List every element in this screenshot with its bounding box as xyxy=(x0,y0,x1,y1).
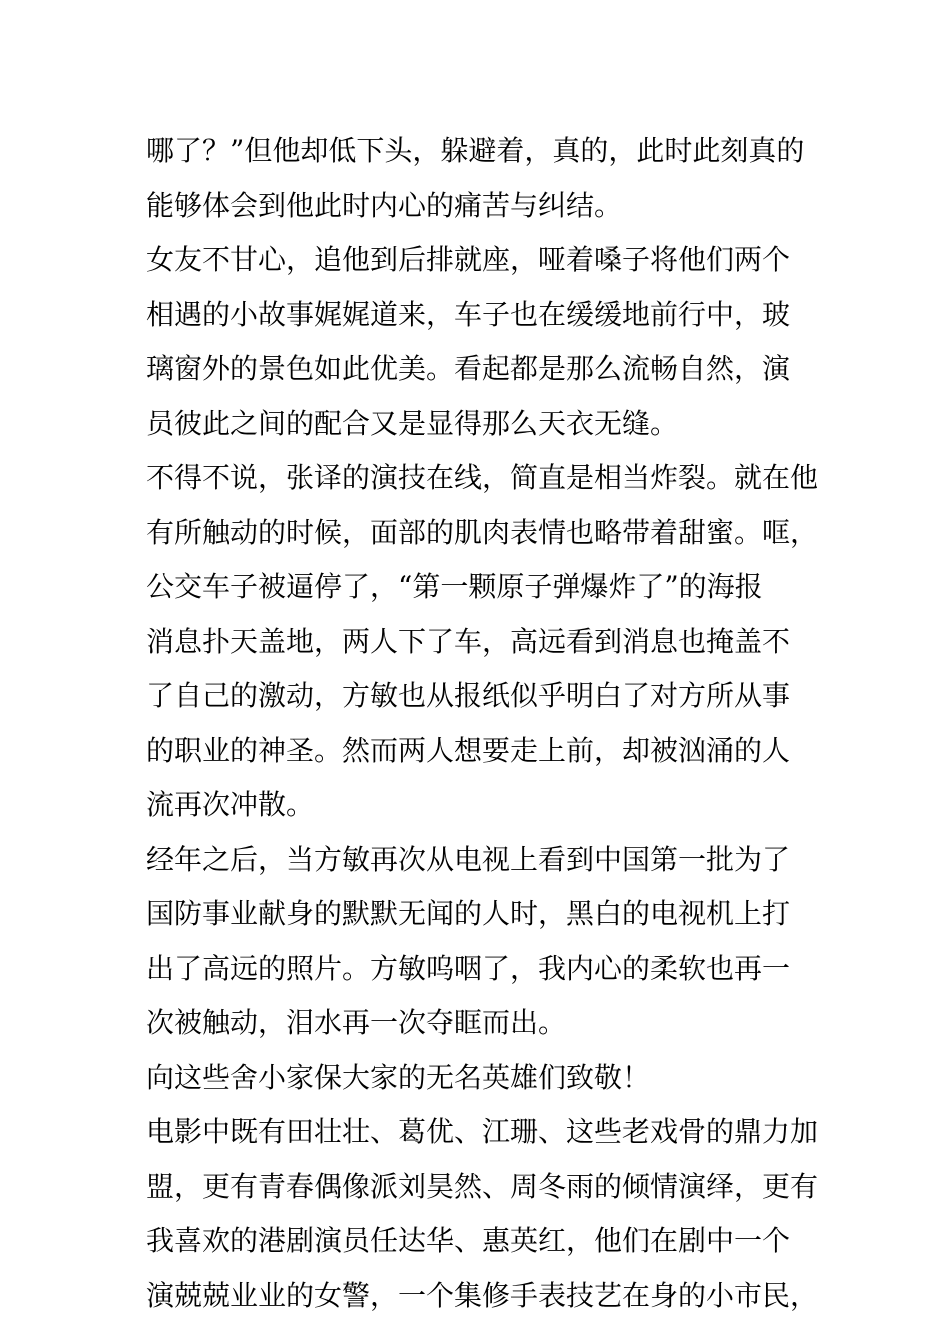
text-line: 员彼此之间的配合又是显得那么天衣无缝。 xyxy=(146,406,679,440)
text-line: 出了高远的照片。方敏呜咽了，我内心的柔软也再一 xyxy=(146,951,791,985)
text-line: 哪了？”但他却低下头，躲避着，真的，此时此刻真的 xyxy=(146,134,805,167)
text-line: 了自己的激动，方敏也从报纸似乎明白了对方所从事 xyxy=(146,679,791,712)
text-line: 流再次冲散。 xyxy=(146,788,315,821)
text-line: 盟，更有青春偶像派刘昊然、周冬雨的倾情演绎，更有 xyxy=(146,1169,819,1203)
text-line: 次被触动，泪水再一次夺眶而出。 xyxy=(146,1006,567,1039)
text-line: 向这些舍小家保大家的无名英雄们致敬！ xyxy=(146,1060,651,1094)
text-line: 演兢兢业业的女警，一个集修手表技艺在身的小市民， xyxy=(146,1278,819,1312)
text-line: 璃窗外的景色如此优美。看起都是那么流畅自然，演 xyxy=(146,352,791,385)
text-line: 国防事业献身的默默无闻的人时，黑白的电视机上打 xyxy=(146,897,791,930)
text-line: 的职业的神圣。然而两人想要走上前，却被汹涌的人 xyxy=(146,733,791,767)
text-line: 消息扑天盖地，两人下了车，高远看到消息也掩盖不 xyxy=(146,624,791,658)
text-line: 不得不说，张译的演技在线，简直是相当炸裂。就在他 xyxy=(146,461,819,494)
document-body xyxy=(146,124,826,1323)
text-line: 相遇的小故事娓娓道来，车子也在缓缓地前行中，玻 xyxy=(146,297,791,331)
text-line: 公交车子被逼停了，“第一颗原子弹爆炸了”的海报 xyxy=(146,570,763,603)
text-line: 有所触动的时候，面部的肌肉表情也略带着甜蜜。哐， xyxy=(146,515,819,549)
text-line: 电影中既有田壮壮、葛优、江珊、这些老戏骨的鼎力加 xyxy=(146,1115,819,1148)
text-line: 经年之后，当方敏再次从电视上看到中国第一批为了 xyxy=(146,842,791,876)
text-line: 女友不甘心，追他到后排就座，哑着嗓子将他们两个 xyxy=(146,243,791,276)
text-line: 我喜欢的港剧演员任达华、惠英红，他们在剧中一个 xyxy=(146,1224,791,1257)
text-line: 能够体会到他此时内心的痛苦与纠结。 xyxy=(146,188,623,222)
